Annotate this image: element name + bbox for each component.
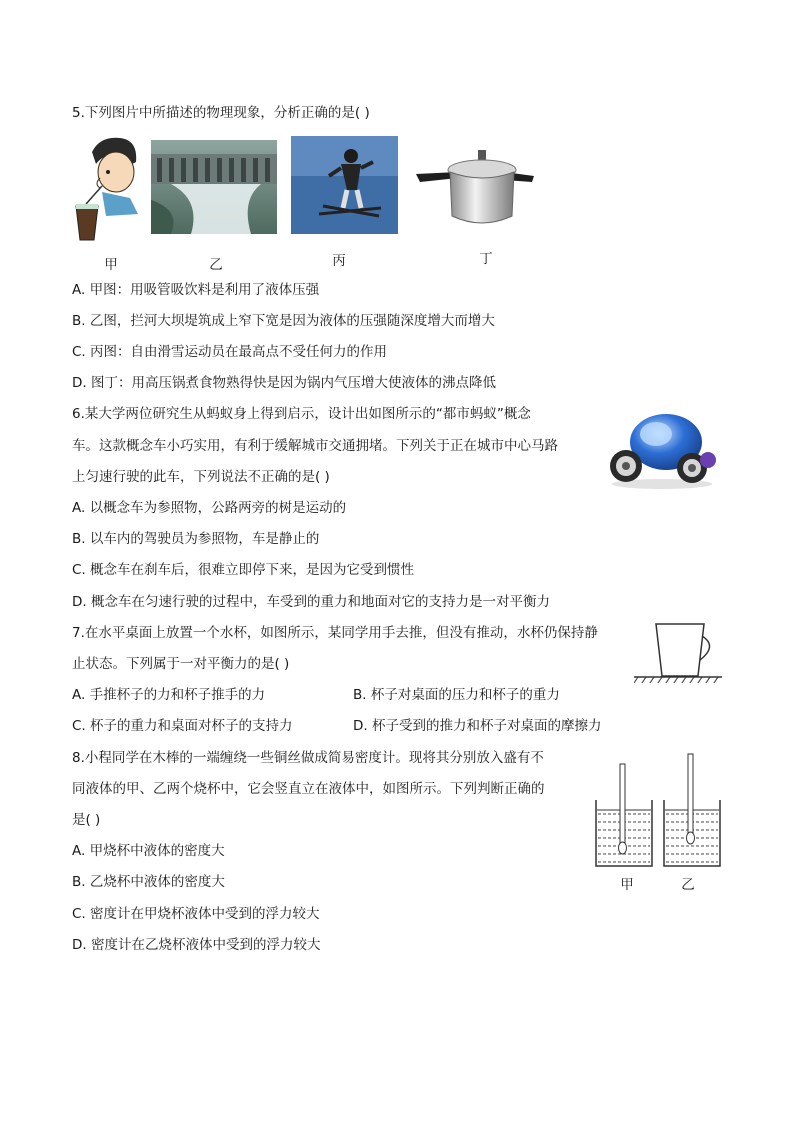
- q8-stem-line-3: 是( ): [72, 812, 101, 828]
- q5-caption-bing: 丙: [332, 253, 346, 269]
- q6-option-a: A. 以概念车为参照物，公路两旁的树是运动的: [72, 500, 347, 516]
- q5-stem: 5.下列图片中所描述的物理现象，分析正确的是( ): [72, 105, 370, 121]
- q7-option-d: D. 杯子受到的推力和杯子对桌面的摩擦力: [353, 718, 602, 734]
- q5-caption-ding: 丁: [479, 251, 493, 267]
- q6-stem-line-1: 6.某大学两位研究生从蚂蚁身上得到启示，设计出如图所示的“都市蚂蚁”概念: [72, 406, 531, 422]
- q7-option-c: C. 杯子的重力和桌面对杯子的支持力: [72, 718, 293, 734]
- q7-option-a: A. 手推杯子的力和杯子推手的力: [72, 687, 266, 703]
- q5-option-a: A. 甲图：用吸管吸饮料是利用了液体压强: [72, 282, 320, 298]
- q5-option-b: B. 乙图，拦河大坝堤筑成上窄下宽是因为液体的压强随深度增大而增大: [72, 313, 495, 329]
- q7-stem-line-2: 止状态。下列属于一对平衡力的是( ): [72, 656, 290, 672]
- q5-option-c: C. 丙图：自由滑雪运动员在最高点不受任何力的作用: [72, 344, 388, 360]
- cup-on-table-diagram: [634, 618, 722, 686]
- q5-caption-jia: 甲: [104, 257, 118, 273]
- q8-option-a: A. 甲烧杯中液体的密度大: [72, 843, 225, 859]
- q7-option-b: B. 杯子对桌面的压力和杯子的重力: [353, 687, 560, 703]
- q8-stem-line-2: 同液体的甲、乙两个烧杯中，它会竖直立在液体中，如图所示。下列判断正确的: [72, 781, 545, 797]
- q8-option-b: B. 乙烧杯中液体的密度大: [72, 874, 225, 890]
- q6-stem-line-3: 上匀速行驶的此车，下列说法不正确的是( ): [72, 469, 330, 485]
- q8-caption-jia: 甲: [620, 877, 634, 893]
- q6-option-b: B. 以车内的驾驶员为参照物，车是静止的: [72, 531, 320, 547]
- q6-option-c: C. 概念车在刹车后，很难立即停下来，是因为它受到惯性: [72, 562, 415, 578]
- q6-option-d: D. 概念车在匀速行驶的过程中，车受到的重力和地面对它的支持力是一对平衡力: [72, 594, 550, 610]
- q5-caption-yi: 乙: [209, 257, 223, 273]
- dam-image: [151, 140, 277, 234]
- q8-stem-line-1: 8.小程同学在木棒的一端缠绕一些铜丝做成简易密度计。现将其分别放入盛有不: [72, 750, 544, 766]
- skier-image: [291, 136, 398, 234]
- q7-stem-line-1: 7.在水平桌面上放置一个水杯，如图所示，某同学用手去推，但没有推动，水杯仍保持静: [72, 625, 598, 641]
- pressure-cooker-image: [414, 150, 536, 230]
- q8-option-c: C. 密度计在甲烧杯液体中受到的浮力较大: [72, 906, 320, 922]
- q8-option-d: D. 密度计在乙烧杯液体中受到的浮力较大: [72, 937, 321, 953]
- density-meter-beakers-diagram: [592, 752, 726, 870]
- concept-car-image: [604, 404, 720, 490]
- q5-option-d: D. 图丁：用高压锅煮食物熟得快是因为锅内气压增大使液体的沸点降低: [72, 375, 496, 391]
- q8-caption-yi: 乙: [681, 877, 695, 893]
- q6-stem-line-2: 车。这款概念车小巧实用，有利于缓解城市交通拥堵。下列关于正在城市中心马路: [72, 438, 558, 454]
- boy-drinking-image: [72, 134, 142, 242]
